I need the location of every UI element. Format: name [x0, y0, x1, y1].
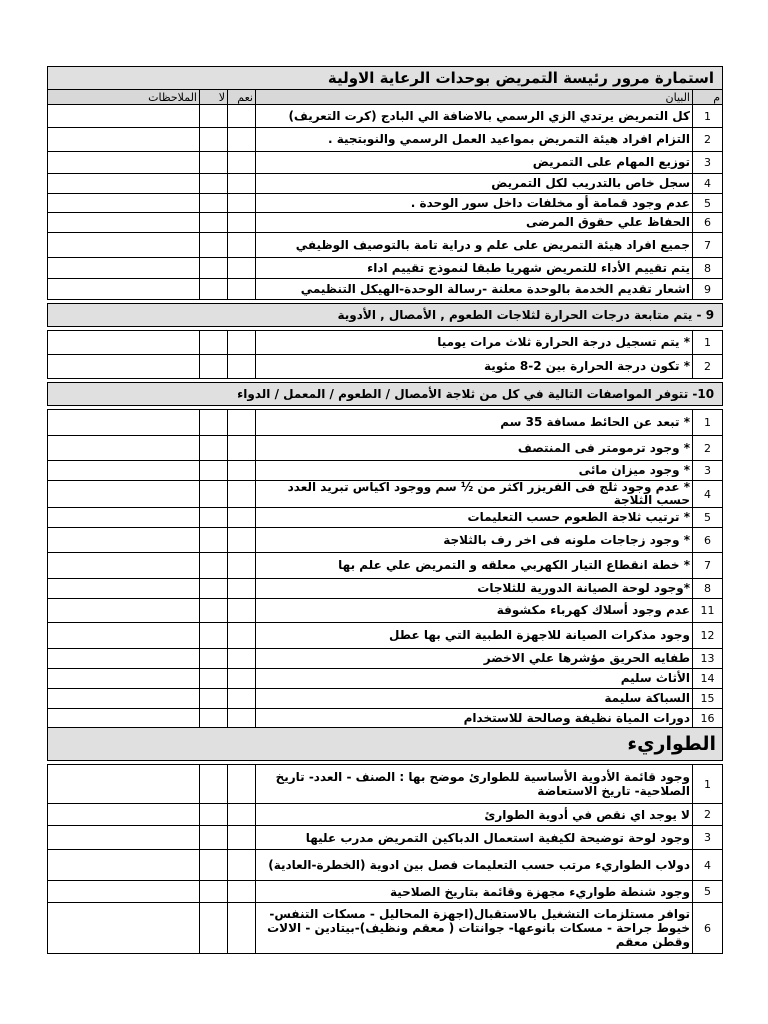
- item-number: 1: [693, 410, 723, 436]
- yes-cell[interactable]: [228, 258, 256, 279]
- section-10-title: 10- تتوفر المواصفات التالية في كل من ثلاجة الأمصال / الطعوم / المعمل / الدواء: [48, 383, 723, 406]
- notes-cell[interactable]: [48, 649, 200, 669]
- item-text: * تبعد عن الحائط مسافة 35 سم: [256, 410, 693, 436]
- table-row: [48, 436, 723, 461]
- no-cell[interactable]: [200, 599, 228, 623]
- item-text: * عدم وجود ثلج فى الفريزر اكثر من ½ سم ووجود اكياس تبريد العدد حسب الثلاجة: [256, 481, 693, 508]
- item-number: 5: [693, 508, 723, 528]
- item-number: 16: [693, 709, 723, 728]
- item-text: جميع افراد هيئة التمريض على علم و دراية تامة بالتوصيف الوظيفي: [256, 233, 693, 258]
- item-number: 6: [693, 213, 723, 233]
- item-text: توافر مستلزمات التشغيل بالاستقبال(اجهزة المحاليل - مسكات التنفس- خيوط جراحة - مسكات بانوعها- جوانتات ( معقم ونظيف)-بيتادين - الالات وقطن معقم: [256, 903, 693, 954]
- yes-cell[interactable]: [228, 213, 256, 233]
- item-text: عدم وجود أسلاك كهرباء مكشوفة: [256, 599, 693, 623]
- header-yes: نعم: [228, 90, 256, 105]
- no-cell[interactable]: [200, 508, 228, 528]
- table-row: [48, 599, 723, 623]
- no-cell[interactable]: [200, 152, 228, 174]
- section-9-title-row: [48, 304, 723, 327]
- item-text: * وجود ميزان مائى: [256, 461, 693, 481]
- notes-cell[interactable]: [48, 279, 200, 300]
- section-10-title-row: [48, 383, 723, 406]
- yes-cell[interactable]: [228, 599, 256, 623]
- yes-cell[interactable]: [228, 436, 256, 461]
- table-row: [48, 461, 723, 481]
- item-text: يتم تقييم الأداء للتمريض شهريا طبقا لنموذج تقييم اداء: [256, 258, 693, 279]
- table-row: [48, 804, 723, 826]
- yes-cell[interactable]: [228, 881, 256, 903]
- table-row: [48, 669, 723, 689]
- item-number: 5: [693, 881, 723, 903]
- item-text: الحفاظ علي حقوق المرضى: [256, 213, 693, 233]
- item-text: * وجود ترمومتر فى المنتصف: [256, 436, 693, 461]
- no-cell[interactable]: [200, 258, 228, 279]
- no-cell[interactable]: [200, 174, 228, 194]
- yes-cell[interactable]: [228, 903, 256, 954]
- item-text: عدم وجود قمامة أو مخلفات داخل سور الوحدة .: [256, 194, 693, 213]
- item-text: * وجود زجاجات ملونه فى اخر رف بالثلاجة: [256, 528, 693, 553]
- item-number: 4: [693, 174, 723, 194]
- table-row: [48, 194, 723, 213]
- section-9-title: 9 - يتم متابعة درجات الحرارة لثلاجات الطعوم , الأمصال , الأدوية: [48, 304, 723, 327]
- notes-cell[interactable]: [48, 355, 200, 379]
- item-number: 3: [693, 152, 723, 174]
- table-row: [48, 508, 723, 528]
- no-cell[interactable]: [200, 436, 228, 461]
- yes-cell[interactable]: [228, 669, 256, 689]
- notes-cell[interactable]: [48, 579, 200, 599]
- yes-cell[interactable]: [228, 194, 256, 213]
- form-title: استمارة مرور رئيسة التمريض بوحدات الرعاية الاولية: [48, 67, 723, 90]
- table-row: [48, 579, 723, 599]
- yes-cell[interactable]: [228, 508, 256, 528]
- header-number: م: [693, 90, 723, 105]
- yes-cell[interactable]: [228, 152, 256, 174]
- item-number: 2: [693, 436, 723, 461]
- yes-cell[interactable]: [228, 528, 256, 553]
- item-text: دورات المياة نظيفة وصالحة للاستخدام: [256, 709, 693, 728]
- item-text: طفايه الحريق مؤشرها علي الاخضر: [256, 649, 693, 669]
- yes-cell[interactable]: [228, 355, 256, 379]
- item-text: لا يوجد اي نقص في أدوية الطوارئ: [256, 804, 693, 826]
- no-cell[interactable]: [200, 194, 228, 213]
- emergency-title-row: [48, 728, 723, 761]
- table-row: [48, 528, 723, 553]
- item-text: اشعار تقديم الخدمة بالوحدة معلنة -رسالة الوحدة-الهيكل التنظيمي: [256, 279, 693, 300]
- item-number: 6: [693, 903, 723, 954]
- item-text: السباكة سليمة: [256, 689, 693, 709]
- yes-cell[interactable]: [228, 279, 256, 300]
- item-text: كل التمريض يرتدي الزي الرسمي بالاضافة الي البادج (كرت التعريف): [256, 105, 693, 128]
- item-text: وجود شنطة طواريء مجهزة وقائمة بتاريخ الصلاحية: [256, 881, 693, 903]
- table-row: [48, 233, 723, 258]
- no-cell[interactable]: [200, 850, 228, 881]
- yes-cell[interactable]: [228, 579, 256, 599]
- no-cell[interactable]: [200, 669, 228, 689]
- yes-cell[interactable]: [228, 623, 256, 649]
- table-row: [48, 553, 723, 579]
- table-row: [48, 765, 723, 804]
- item-text: * ترتيب ثلاجة الطعوم حسب التعليمات: [256, 508, 693, 528]
- no-cell[interactable]: [200, 355, 228, 379]
- yes-cell[interactable]: [228, 410, 256, 436]
- header-row: [48, 90, 723, 105]
- item-text: وجود قائمة الأدوية الأساسية للطوارئ موضح بها : الصنف - العدد- تاريخ الصلاحية- تاريخ الاستعاضة: [256, 765, 693, 804]
- no-cell[interactable]: [200, 826, 228, 850]
- notes-cell[interactable]: [48, 258, 200, 279]
- item-text: *وجود لوحة الصيانة الدورية للثلاجات: [256, 579, 693, 599]
- no-cell[interactable]: [200, 881, 228, 903]
- notes-cell[interactable]: [48, 850, 200, 881]
- item-number: 4: [693, 850, 723, 881]
- item-number: 7: [693, 233, 723, 258]
- notes-cell[interactable]: [48, 826, 200, 850]
- notes-cell[interactable]: [48, 903, 200, 954]
- table-row: [48, 258, 723, 279]
- item-number: 11: [693, 599, 723, 623]
- notes-cell[interactable]: [48, 194, 200, 213]
- notes-cell[interactable]: [48, 461, 200, 481]
- item-text: * تكون درجة الحرارة بين 2-8 مئوية: [256, 355, 693, 379]
- yes-cell[interactable]: [228, 709, 256, 728]
- table-row: [48, 128, 723, 152]
- notes-cell[interactable]: [48, 331, 200, 355]
- notes-cell[interactable]: [48, 599, 200, 623]
- table-row: [48, 826, 723, 850]
- table-row: [48, 850, 723, 881]
- no-cell[interactable]: [200, 709, 228, 728]
- item-number: 4: [693, 481, 723, 508]
- notes-cell[interactable]: [48, 174, 200, 194]
- notes-cell[interactable]: [48, 804, 200, 826]
- table-row: [48, 903, 723, 954]
- item-text: وجود مذكرات الصيانة للاجهزة الطبية التي بها عطل: [256, 623, 693, 649]
- item-number: 7: [693, 553, 723, 579]
- notes-cell[interactable]: [48, 553, 200, 579]
- notes-cell[interactable]: [48, 709, 200, 728]
- item-number: 1: [693, 105, 723, 128]
- item-number: 3: [693, 461, 723, 481]
- notes-cell[interactable]: [48, 508, 200, 528]
- yes-cell[interactable]: [228, 804, 256, 826]
- table-row: [48, 649, 723, 669]
- item-number: 6: [693, 528, 723, 553]
- table-row: [48, 152, 723, 174]
- notes-cell[interactable]: [48, 233, 200, 258]
- item-number: 1: [693, 331, 723, 355]
- header-no: لا: [200, 90, 228, 105]
- item-number: 1: [693, 765, 723, 804]
- table-row: [48, 709, 723, 728]
- notes-cell[interactable]: [48, 623, 200, 649]
- form-table: [47, 66, 723, 954]
- table-row: [48, 213, 723, 233]
- yes-cell[interactable]: [228, 850, 256, 881]
- notes-cell[interactable]: [48, 765, 200, 804]
- notes-cell[interactable]: [48, 669, 200, 689]
- no-cell[interactable]: [200, 804, 228, 826]
- item-text: توزيع المهام على التمريض: [256, 152, 693, 174]
- yes-cell[interactable]: [228, 481, 256, 508]
- item-text: * يتم تسجيل درجة الحرارة ثلاث مرات يوميا: [256, 331, 693, 355]
- yes-cell[interactable]: [228, 461, 256, 481]
- item-number: 12: [693, 623, 723, 649]
- yes-cell[interactable]: [228, 765, 256, 804]
- notes-cell[interactable]: [48, 689, 200, 709]
- notes-cell[interactable]: [48, 128, 200, 152]
- item-number: 2: [693, 128, 723, 152]
- table-row: [48, 331, 723, 355]
- table-row: [48, 355, 723, 379]
- no-cell[interactable]: [200, 279, 228, 300]
- yes-cell[interactable]: [228, 233, 256, 258]
- item-number: 13: [693, 649, 723, 669]
- item-text: * خطة انقطاع التيار الكهربي معلقه و التمريض علي علم بها: [256, 553, 693, 579]
- no-cell[interactable]: [200, 579, 228, 599]
- table-row: [48, 689, 723, 709]
- yes-cell[interactable]: [228, 689, 256, 709]
- item-number: 9: [693, 279, 723, 300]
- no-cell[interactable]: [200, 765, 228, 804]
- yes-cell[interactable]: [228, 553, 256, 579]
- table-row: [48, 105, 723, 128]
- item-number: 15: [693, 689, 723, 709]
- item-number: 8: [693, 258, 723, 279]
- header-statement: البيان: [256, 90, 693, 105]
- notes-cell[interactable]: [48, 105, 200, 128]
- item-number: 5: [693, 194, 723, 213]
- table-row: [48, 279, 723, 300]
- yes-cell[interactable]: [228, 649, 256, 669]
- no-cell[interactable]: [200, 481, 228, 508]
- yes-cell[interactable]: [228, 331, 256, 355]
- table-row: [48, 410, 723, 436]
- yes-cell[interactable]: [228, 174, 256, 194]
- item-number: 14: [693, 669, 723, 689]
- no-cell[interactable]: [200, 233, 228, 258]
- no-cell[interactable]: [200, 461, 228, 481]
- notes-cell[interactable]: [48, 436, 200, 461]
- item-number: 8: [693, 579, 723, 599]
- no-cell[interactable]: [200, 689, 228, 709]
- no-cell[interactable]: [200, 903, 228, 954]
- notes-cell[interactable]: [48, 213, 200, 233]
- notes-cell[interactable]: [48, 528, 200, 553]
- no-cell[interactable]: [200, 649, 228, 669]
- table-row: [48, 881, 723, 903]
- notes-cell[interactable]: [48, 152, 200, 174]
- no-cell[interactable]: [200, 128, 228, 152]
- table-row: [48, 623, 723, 649]
- notes-cell[interactable]: [48, 410, 200, 436]
- no-cell[interactable]: [200, 331, 228, 355]
- no-cell[interactable]: [200, 623, 228, 649]
- item-text: سجل خاص بالتدريب لكل التمريض: [256, 174, 693, 194]
- item-text: التزام افراد هيئة التمريض بمواعيد العمل الرسمي والنوبتجية .: [256, 128, 693, 152]
- item-text: الأثاث سليم: [256, 669, 693, 689]
- yes-cell[interactable]: [228, 105, 256, 128]
- evaluation-form: [47, 66, 722, 954]
- notes-cell[interactable]: [48, 881, 200, 903]
- no-cell[interactable]: [200, 528, 228, 553]
- item-number: 2: [693, 804, 723, 826]
- item-number: 3: [693, 826, 723, 850]
- header-notes: الملاحظات: [48, 90, 200, 105]
- table-row: [48, 174, 723, 194]
- item-number: 2: [693, 355, 723, 379]
- no-cell[interactable]: [200, 105, 228, 128]
- emergency-title: الطواريء: [48, 728, 723, 761]
- notes-cell[interactable]: [48, 481, 200, 508]
- yes-cell[interactable]: [228, 128, 256, 152]
- yes-cell[interactable]: [228, 826, 256, 850]
- table-row: [48, 481, 723, 508]
- item-text: وجود لوحة توضيحة لكيفية استعمال الدباكين التمريض مدرب عليها: [256, 826, 693, 850]
- no-cell[interactable]: [200, 410, 228, 436]
- item-text: دولاب الطواريء مرتب حسب التعليمات فصل بين ادوية (الخطرة-العادية): [256, 850, 693, 881]
- no-cell[interactable]: [200, 553, 228, 579]
- no-cell[interactable]: [200, 213, 228, 233]
